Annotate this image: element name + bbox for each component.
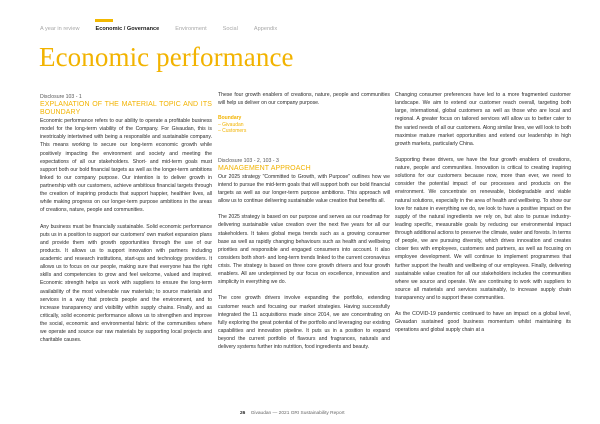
nav-tab-social[interactable]: Social (222, 26, 238, 32)
nav-tab-economic-governance[interactable]: Economic / Governance (95, 26, 160, 32)
column-2 (218, 91, 390, 359)
nav-tab-year-in-review[interactable]: A year in review (40, 26, 80, 32)
page-number: 26 (240, 411, 246, 416)
column-3 (395, 91, 571, 343)
section-heading-management-approach: MANAGEMENT APPROACH (218, 164, 311, 172)
top-navigation (40, 26, 293, 32)
paragraph: The core growth drivers involve expanding the portfolio, extending customer reach and focusing our market strategies. Having successfully integrated the 11 acquisitions made since 2014, we are concentrating on fully exploring the great potential of the portfolio and leveraging our existing capabilities and innovation pipeline. It puts us in a position to expand beyond the current portfolio of flavours and fragrances, naturals and delivery systems further into nutrition, food ingredients and beauty. (218, 295, 390, 351)
disclosure-label: Disclosure 103 - 1 (40, 94, 82, 100)
section-heading-material-topic: EXPLANATION OF THE MATERIAL TOPIC AND ITS BOUNDARY (40, 101, 212, 116)
paragraph: Economic performance refers to our ability to operate a profitable business model for the long-term viability of the Company. For Givaudan, this is inextricably intertwined with being a responsible and sustainable company. This means working to secure our long-term economic growth while positively impacting the environment and society and meeting the expectations of all our stakeholders. Short- and mid-term goals must support both our bold financial targets as well as the longer-term ambitions linked to our company purpose. Our intention is to deliver growth in partnership with our customers, achieve ambitious financial targets through the creation of inspiring products that support happier, healthier lives, all while making progress on our longer-term purpose ambitions in the areas of creations, nature, people and communities. (40, 118, 212, 214)
footer-text: Givaudan — 2021 GRI Sustainability Report (250, 411, 345, 416)
paragraph: Changing consumer preferences have led to a more fragmented customer landscape. We aim to extend our customer reach overall, targeting both large, international, global customers as well as those who are local and regional. A greater focus on tailored services will allow us to better cater to the varied needs of all our customers. Along similar lines, we will look to both maximise mature market opportunities and extend our leadership in high growth markets, particularly China. (395, 92, 571, 147)
nav-tab-appendix[interactable]: Appendix (253, 26, 278, 32)
boundary-item: – Givaudan (218, 121, 244, 128)
boundary-item: – Customers (218, 128, 247, 135)
nav-tab-environment[interactable]: Environment (175, 26, 207, 32)
page-footer (240, 411, 345, 416)
page-title: Economic performance (39, 42, 294, 72)
boundary-list (218, 115, 390, 135)
paragraph: These four growth enablers of creations, nature, people and communities will help us deliver on our company purpose. (218, 92, 390, 107)
paragraph: Our 2025 strategy "Committed to Growth, with Purpose" outlines how we intend to pursue the mid-term goals that will support both our bold financial targets as well as our longer-term purpose ambitions. This approach will allow us to continue delivering sustainable value creation that benefits all. (218, 173, 390, 205)
paragraph: Supporting these drivers, we have the four growth enablers of creations, nature, people and communities. Innovation is critical to creating inspiring solutions for our customers because now, more than ever, we need to consider the potential impact of our processes and products on the environment. We concentrate on renewable, biodegradable and viable natural solutions, especially in the area of health and wellbeing. To show our love for nature in everything we do, we look to have a positive impact on the supply of the natural ingredients we rely on, but also to pursue industry-leading specific, measurable goals by reducing our environmental impact through additional actions to preserve the climate, water and forests. In terms of people, we are pursuing diversity, which drives innovation and creates closer ties with employees, customers and partners, as well as focusing on employee development. We will continue to implement programmes that further support the health and wellbeing of our employees. Finally, delivering sustainable value creation for all our stakeholders includes the communities where we source and operate. We are continuing to work with suppliers to source all materials and services sustainably, to increase supply chain transparency and to support these communities. (395, 156, 571, 301)
paragraph: Any business must be financially sustainable. Solid economic performance puts us in a position to support our customers' own market expansion plans and provide them with growth opportunities through the use of our products. It allows us to support innovation with partners including academic and research institutions, start-ups and technology providers. It allows us to focus on our people, making sure that everyone has the right skills and competencies to grow and feel welcome, valued and inspired. Economic strength helps us work with suppliers to ensure the long-term availability of the most vulnerable raw materials; to source materials and services in a way that protects people and the environment, and to increase transparency and visibility within supply chains. Finally, and as critically, solid economic performance allows us to strengthen and improve the social, economic and environmental fabric of the communities where we operate and source our raw materials by supporting local projects and charitable causes. (40, 223, 212, 344)
paragraph: The 2025 strategy is based on our purpose and serves as our roadmap for delivering sustainable value creation over the next five years for all our stakeholders. It takes global mega trends such as a growing consumer base as well as rapidly changing behaviours such as health and wellbeing priorities and responsible and engaged consumers into account. It also considers both short- and long-term trends linked to the current coronavirus crisis. The strategy is based on three core growth drivers and four growth enablers. All are underpinned by our focus on excellence, innovation and simplicity in everything we do. (218, 214, 390, 286)
boundary-label: Boundary (218, 115, 242, 122)
paragraph: As the COVID-19 pandemic continued to have an impact on a global level, Givaudan sustained good business momentum whilst maintaining its operations and global supply chain at a (395, 311, 571, 334)
column-1 (40, 94, 212, 352)
disclosure-label: Disclosure 103 - 2, 103 - 3 (218, 157, 279, 164)
